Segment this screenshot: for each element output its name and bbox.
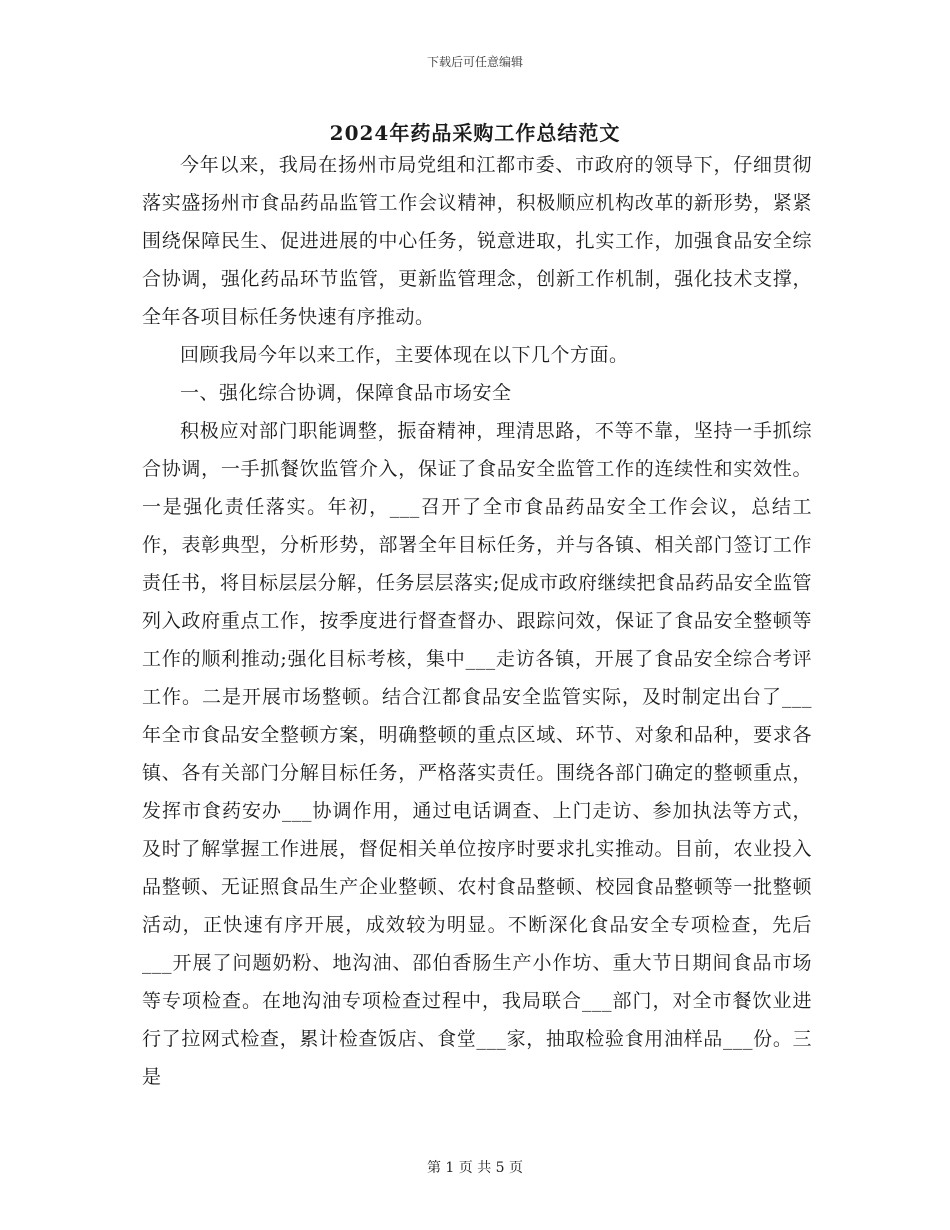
paragraph: 积极应对部门职能调整，振奋精神，理清思路，不等不靠，坚持一手抓综合协调，一手抓餐饮监管介入，保证了食品安全监管工作的连续性和实效性。一是强化责任落实。年初，___召开了全市食品药品安全工作会议，总结工作，表彰典型，分析形势，部署全年目标任务，并与各镇、相关部门签订工作责任书，将目标层层分解，任务层层落实;促成市政府继续把食品药品安全监管列入政府重点工作，按季度进行督查督办、跟踪问效，保证了食品安全整顿等工作的顺利推动;强化目标考核，集中___走访各镇，开展了食品安全综合考评工作。二是开展市场整顿。结合江都食品安全监管实际，及时制定出台了___年全市食品安全整顿方案，明确整顿的重点区域、环节、对象和品种，要求各镇、各有关部门分解目标任务，严格落实责任。围绕各部门确定的整顿重点，发挥市食药安办___协调作用，通过电话调查、上门走访、参加执法等方式，及时了解掌握工作进展，督促相关单位按序时要求扎实推动。目前，农业投入品整顿、无证照食品生产企业整顿、农村食品整顿、校园食品整顿等一批整顿活动，正快速有序开展，成效较为明显。不断深化食品安全专项检查，先后___开展了问题奶粉、地沟油、邵伯香肠生产小作坊、重大节日期间食品市场等专项检查。在地沟油专项检查过程中，我局联合___部门，对全市餐饮业进行了拉网式检查，累计检查饭店、食堂___家，抽取检验食用油样品___份。三是 — [142, 420, 812, 1088]
page-number: 第 1 页 共 5 页 — [426, 1160, 524, 1176]
page-header-note: 下载后可任意编辑 — [426, 55, 523, 69]
document-body — [142, 146, 812, 1096]
document-title: 2024年药品采购工作总结范文 — [329, 121, 621, 145]
section-heading: 一、强化综合协调，保障食品市场安全 — [180, 382, 512, 404]
paragraph: 今年以来，我局在扬州市局党组和江都市委、市政府的领导下，仔细贯彻落实盛扬州市食品药品监管工作会议精神，积极顺应机构改革的新形势，紧紧围绕保障民生、促进进展的中心任务，锐意进取，扎实工作，加强食品安全综合协调，强化药品环节监管，更新监管理念，创新工作机制，强化技术支撑，全年各项目标任务快速有序推动。 — [142, 154, 812, 328]
paragraph: 回顾我局今年以来工作，主要体现在以下几个方面。 — [180, 344, 629, 366]
